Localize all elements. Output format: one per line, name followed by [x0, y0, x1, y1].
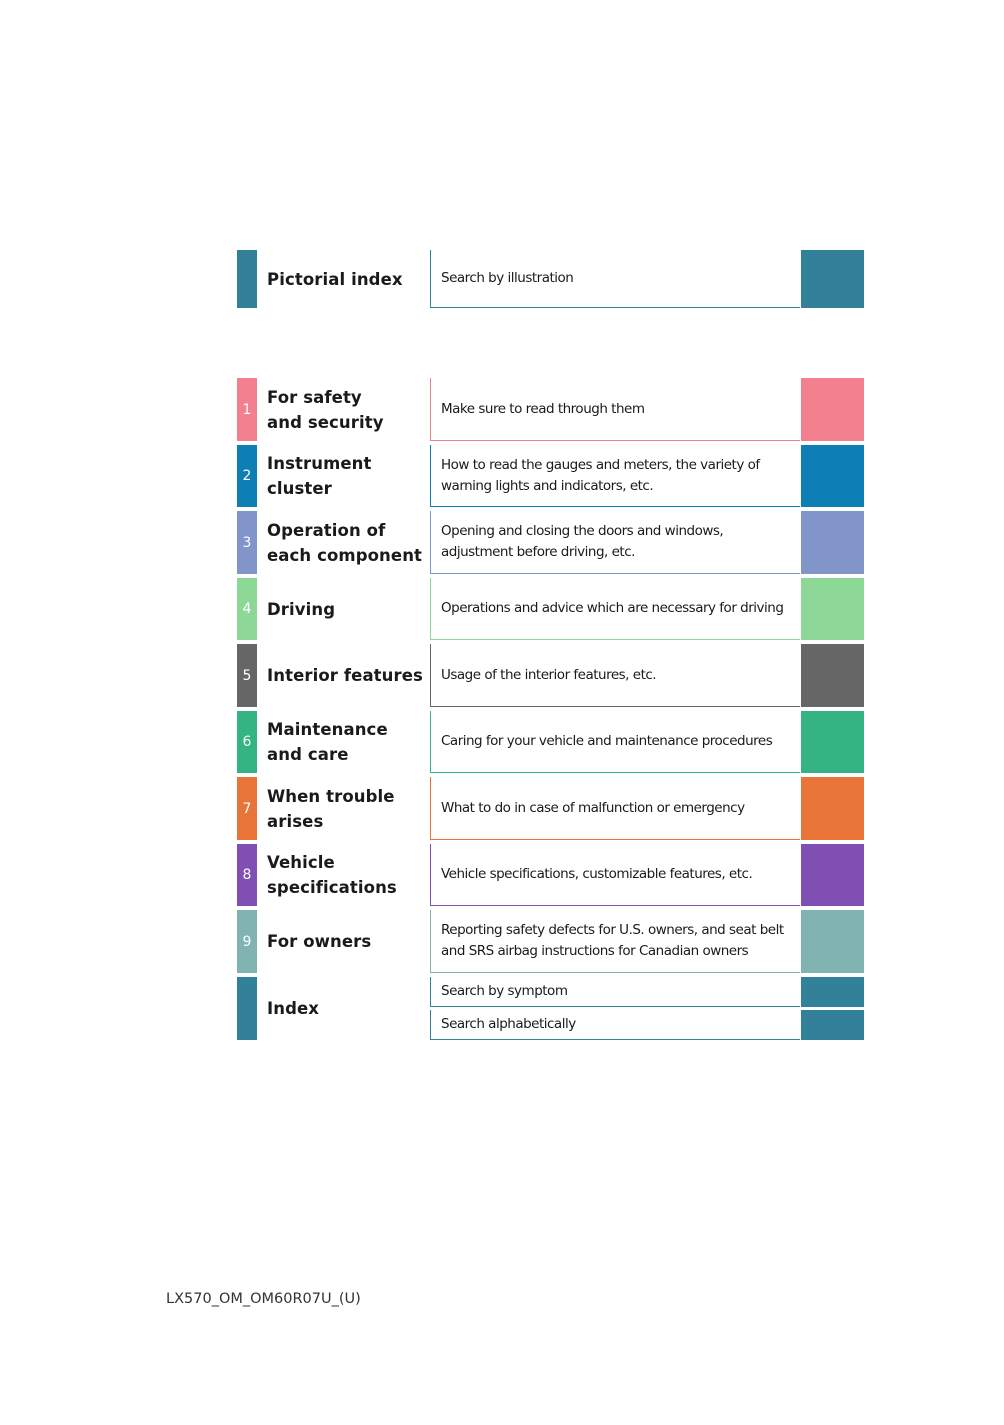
- section-title[interactable]: [267, 511, 427, 574]
- section-row-pictorial-index[interactable]: [237, 250, 864, 308]
- section-description-link[interactable]: Search alphabetically: [430, 1010, 800, 1040]
- section-description-link[interactable]: Search by symptom: [430, 977, 800, 1007]
- section-number-bar: 5: [237, 644, 257, 707]
- section-color-tab[interactable]: [801, 777, 864, 840]
- section-title-line: and care: [267, 745, 349, 764]
- section-color-tab[interactable]: [801, 445, 864, 507]
- section-number-bar: 3: [237, 511, 257, 574]
- section-number-bar: 2: [237, 445, 257, 507]
- section-title-line: For safety: [267, 387, 362, 407]
- section-description-link[interactable]: Reporting safety defects for U.S. owners, and seat belt and SRS airbag instructions for Canadian owners: [430, 910, 800, 973]
- section-color-tab[interactable]: [801, 977, 864, 1007]
- section-title[interactable]: [267, 844, 427, 906]
- section-title-line: Maintenance: [267, 720, 388, 739]
- section-title-line: Pictorial index: [267, 269, 403, 289]
- section-row-for-owners[interactable]: [237, 910, 864, 973]
- section-title[interactable]: [267, 445, 427, 507]
- section-color-tab[interactable]: [801, 378, 864, 441]
- section-title-line: Operation of: [267, 520, 386, 540]
- section-number-bar: [237, 250, 257, 308]
- section-title-line: each component: [267, 545, 423, 565]
- section-title[interactable]: [267, 711, 427, 773]
- section-title-line: Driving: [267, 599, 336, 619]
- section-number-bar: 1: [237, 378, 257, 441]
- section-title-line: Vehicle: [267, 853, 335, 872]
- section-number-bar: 6: [237, 711, 257, 773]
- section-number-bar: 7: [237, 777, 257, 840]
- section-description-link[interactable]: Opening and closing the doors and windows, adjustment before driving, etc.: [430, 511, 800, 574]
- section-description-link[interactable]: Usage of the interior features, etc.: [430, 644, 800, 707]
- section-title[interactable]: [267, 578, 427, 640]
- section-description-link[interactable]: Search by illustration: [430, 250, 800, 308]
- section-title-line: and security: [267, 412, 384, 432]
- section-row-when-trouble-arises[interactable]: [237, 777, 864, 840]
- document-code: LX570_OM_OM60R07U_(U): [166, 1291, 361, 1307]
- section-color-tab[interactable]: [801, 844, 864, 906]
- section-description-link[interactable]: How to read the gauges and meters, the variety of warning lights and indicators, etc.: [430, 445, 800, 507]
- section-color-tab[interactable]: [801, 250, 864, 308]
- section-description-link[interactable]: Caring for your vehicle and maintenance procedures: [430, 711, 800, 773]
- section-title-line: Instrument cluster: [267, 454, 372, 498]
- section-number-bar: 8: [237, 844, 257, 906]
- section-title-line: For owners: [267, 932, 372, 951]
- section-number-bar: [237, 977, 257, 1040]
- section-row-vehicle-specifications[interactable]: [237, 844, 864, 906]
- section-row-instrument-cluster[interactable]: [237, 445, 864, 507]
- section-title[interactable]: [267, 250, 427, 308]
- section-row-interior-features[interactable]: [237, 644, 864, 707]
- section-title[interactable]: [267, 777, 427, 840]
- section-title-line: When trouble: [267, 786, 395, 806]
- section-title-line: arises: [267, 811, 324, 831]
- section-row-driving[interactable]: [237, 578, 864, 640]
- section-color-tab[interactable]: [801, 711, 864, 773]
- section-description-link[interactable]: Operations and advice which are necessary for driving: [430, 578, 800, 640]
- section-title[interactable]: [267, 977, 427, 1040]
- section-color-tab[interactable]: [801, 910, 864, 973]
- section-number-bar: 4: [237, 578, 257, 640]
- section-title[interactable]: [267, 644, 427, 707]
- table-of-contents: [237, 0, 864, 1100]
- section-title-line: Interior features: [267, 666, 423, 685]
- section-row-for-safety-and-security[interactable]: [237, 378, 864, 441]
- section-title-line: specifications: [267, 878, 397, 897]
- section-description-link[interactable]: Vehicle specifications, customizable features, etc.: [430, 844, 800, 906]
- section-row-maintenance-and-care[interactable]: [237, 711, 864, 773]
- section-description-link[interactable]: Make sure to read through them: [430, 378, 800, 441]
- section-title[interactable]: [267, 378, 427, 441]
- section-number-bar: 9: [237, 910, 257, 973]
- section-color-tab[interactable]: [801, 644, 864, 707]
- section-row-operation-of-each-component[interactable]: [237, 511, 864, 574]
- section-color-tab[interactable]: [801, 1010, 864, 1040]
- section-description-link[interactable]: What to do in case of malfunction or emergency: [430, 777, 800, 840]
- section-row-index[interactable]: [237, 977, 864, 1040]
- section-color-tab[interactable]: [801, 578, 864, 640]
- section-color-tab[interactable]: [801, 511, 864, 574]
- section-title-line: Index: [267, 999, 320, 1018]
- section-title[interactable]: [267, 910, 427, 973]
